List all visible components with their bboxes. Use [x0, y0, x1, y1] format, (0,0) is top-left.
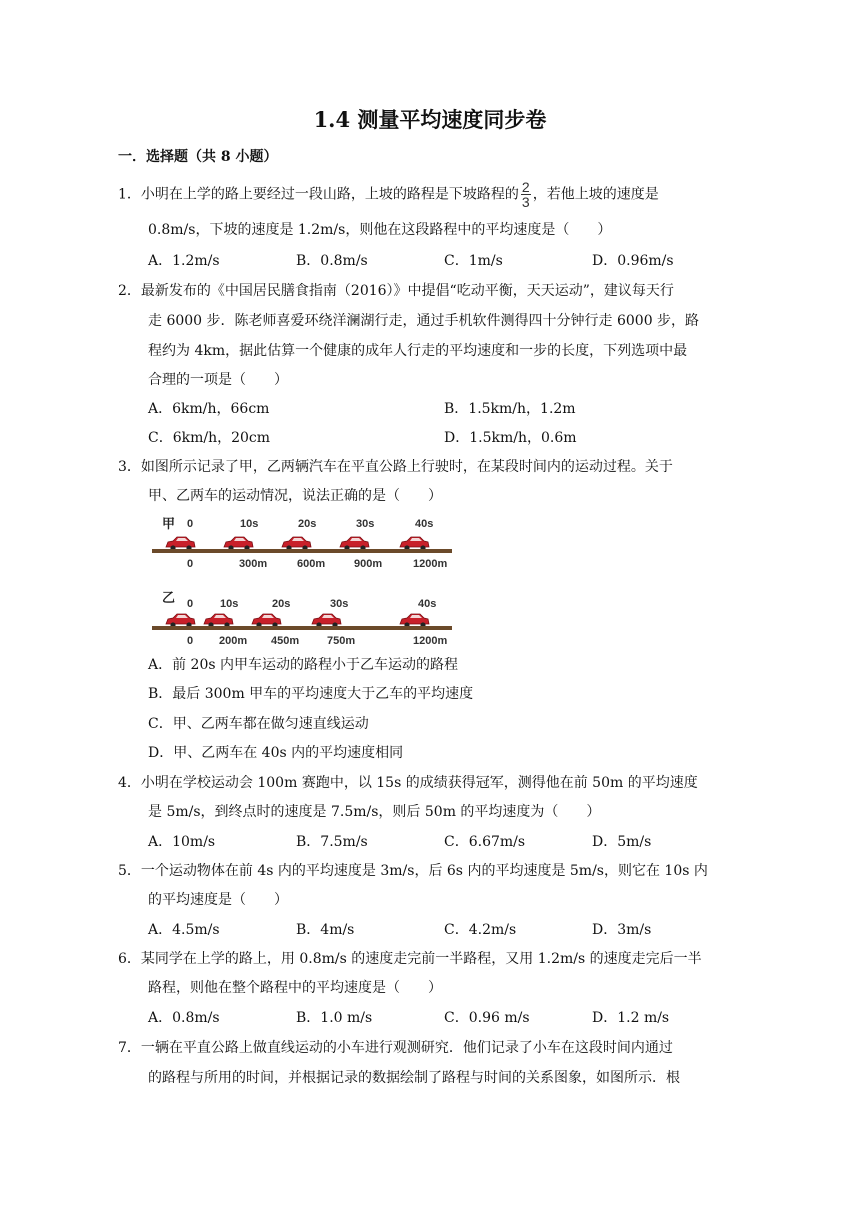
yi-car-40 [400, 614, 429, 628]
q3-option-c: C．甲、乙两车都在做匀速直线运动 [148, 716, 369, 732]
question-4-line-2: 是 5m/s，到终点时的速度是 7.5m/s，则后 50m 的平均速度为（ ） [148, 804, 601, 820]
jia-time-0: 0 [187, 518, 194, 530]
yi-dist-450: 450m [271, 635, 300, 647]
question-7-line-1: 7．一辆在平直公路上做直线运动的小车进行观测研究．他们记录了小车在这段时间内通过 [118, 1040, 673, 1056]
yi-time-30: 30s [330, 598, 349, 610]
question-1-line-1: 1．小明在上学的路上要经过一段山路，上坡的路程是下坡路程的 $\frac{2}{3}$ ，若他上坡的速度是 [118, 179, 659, 210]
jia-dist-1200: 1200m [413, 558, 448, 570]
q5-option-b: B．4m/s [296, 922, 355, 938]
question-6-line-1: 6．某同学在上学的路上，用 0.8m/s 的速度走完前一半路程，又用 1.2m/s 的速度走完后一半 [118, 951, 702, 967]
q6-option-b: B．1.0 m/s [296, 1010, 373, 1026]
jia-time-20: 20s [298, 518, 317, 530]
yi-car-10 [204, 614, 233, 628]
question-2-line-1: 2．最新发布的《中国居民膳食指南（2016）》中提倡“吃动平衡，天天运动”，建议每天行 [118, 283, 674, 299]
q2-option-d: D．1.5km/h，0.6m [444, 430, 577, 446]
question-2-line-4: 合理的一项是（ ） [148, 372, 288, 388]
question-6-line-2: 路程，则他在整个路程中的平均速度是（ ） [148, 980, 442, 996]
q3-option-a: A．前 20s 内甲车运动的路程小于乙车运动的路程 [148, 657, 459, 673]
jia-car-30 [340, 537, 369, 551]
question-7-line-2: 的路程与所用的时间，并根据记录的数据绘制了路程与时间的关系图象，如图所示．根 [148, 1070, 680, 1086]
yi-car-30 [312, 614, 341, 628]
question-3-line-1: 3．如图所示记录了甲，乙两辆汽车在平直公路上行驶时，在某段时间内的运动过程。关于 [118, 459, 673, 475]
jia-car-10 [224, 537, 253, 551]
question-5-line-2: 的平均速度是（ ） [148, 892, 288, 908]
q3-option-b: B．最后 300m 甲车的平均速度大于乙车的平均速度 [148, 686, 474, 702]
jia-dist-600: 600m [297, 558, 326, 570]
q1-option-a: A．1.2m/s [148, 253, 220, 269]
q6-option-c: C．0.96 m/s [444, 1010, 530, 1026]
yi-dist-1200: 1200m [413, 635, 448, 647]
q1-option-d: D．0.96m/s [592, 253, 674, 269]
q4-option-d: D．5m/s [592, 834, 652, 850]
question-number: 6． [118, 951, 141, 967]
q5-option-a: A．4.5m/s [148, 922, 220, 938]
jia-time-30: 30s [356, 518, 375, 530]
q2-option-b: B．1.5km/h，1.2m [444, 401, 576, 417]
jia-car-40 [400, 537, 429, 551]
yi-road [152, 626, 452, 630]
question-4-line-1: 4．小明在学校运动会 100m 赛跑中，以 15s 的成绩获得冠军，测得他在前 50m 的平均速度 [118, 775, 698, 791]
question-number: 3． [118, 459, 141, 475]
question-number: 7． [118, 1040, 141, 1056]
yi-time-0: 0 [187, 598, 194, 610]
jia-dist-300: 300m [239, 558, 268, 570]
question-number: 2． [118, 283, 141, 299]
q2-option-c: C．6km/h，20cm [148, 430, 271, 446]
jia-car-0 [166, 537, 195, 551]
q6-option-d: D．1.2 m/s [592, 1010, 670, 1026]
yi-dist-200: 200m [219, 635, 248, 647]
question-1-line-2: 0.8m/s，下坡的速度是 1.2m/s，则他在这段路程中的平均速度是（ ） [148, 222, 612, 238]
fraction-two-thirds: $\frac{2}{3}$ [521, 179, 530, 210]
q5-option-d: D．3m/s [592, 922, 652, 938]
yi-car-20 [252, 614, 281, 628]
q4-option-c: C．6.67m/s [444, 834, 526, 850]
page-title: 1.4 测量平均速度同步卷 [313, 107, 547, 132]
q3-option-d: D．甲、乙两车在 40s 内的平均速度相同 [148, 745, 404, 761]
yi-time-20: 20s [272, 598, 291, 610]
question-3-line-2: 甲、乙两车的运动情况，说法正确的是（ ） [148, 488, 442, 504]
question-number: 5． [118, 863, 141, 879]
jia-time-10: 10s [240, 518, 259, 530]
q4-option-b: B．7.5m/s [296, 834, 368, 850]
jia-car-20 [282, 537, 311, 551]
q5-option-c: C．4.2m/s [444, 922, 517, 938]
jia-time-40: 40s [415, 518, 434, 530]
q6-option-a: A．0.8m/s [148, 1010, 220, 1026]
car-motion-figure [150, 510, 460, 650]
yi-dist-0: 0 [187, 635, 194, 647]
question-2-line-2: 走 6000 步．陈老师喜爱环绕洋澜湖行走，通过手机软件测得四十分钟行走 6000 步，路 [148, 313, 700, 329]
q4-option-a: A．10m/s [148, 834, 216, 850]
question-number: 4． [118, 775, 141, 791]
question-5-line-1: 5．一个运动物体在前 4s 内的平均速度是 3m/s，后 6s 内的平均速度是 5m/s，则它在 10s 内 [118, 863, 708, 879]
jia-label: 甲 [162, 517, 176, 532]
jia-dist-900: 900m [354, 558, 383, 570]
yi-dist-750: 750m [327, 635, 356, 647]
section-heading: 一．选择题（共 8 小题） [118, 149, 278, 165]
yi-label: 乙 [162, 591, 176, 606]
jia-road [152, 549, 452, 553]
question-number: 1． [118, 186, 141, 203]
q1-option-c: C．1m/s [444, 253, 503, 269]
q1-option-b: B．0.8m/s [296, 253, 368, 269]
q2-option-a: A．6km/h，66cm [148, 401, 270, 417]
question-2-line-3: 程约为 4km，据此估算一个健康的成年人行走的平均速度和一步的长度，下列选项中最 [148, 343, 688, 359]
yi-time-10: 10s [220, 598, 239, 610]
yi-car-0 [166, 614, 195, 628]
jia-dist-0: 0 [187, 558, 194, 570]
yi-time-40: 40s [418, 598, 437, 610]
